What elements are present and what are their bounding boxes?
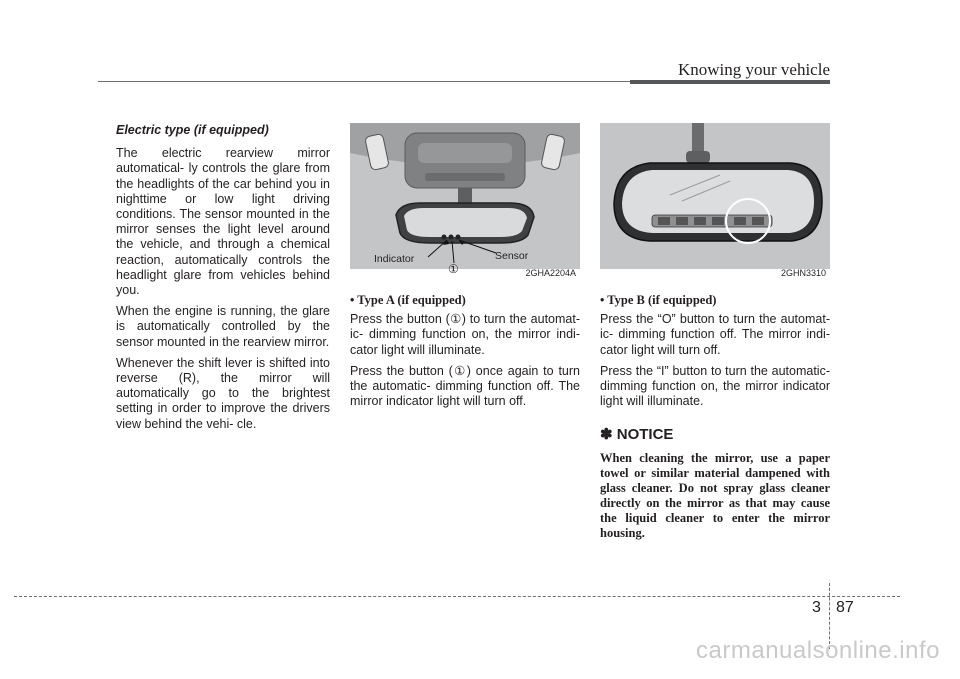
notice-title: ✽ NOTICE xyxy=(600,426,674,444)
figure-code: 2GHA2204A xyxy=(525,267,576,278)
chapter-number: 3 xyxy=(812,599,821,616)
column-type-b xyxy=(600,123,830,547)
column-electric-type xyxy=(116,123,330,438)
figure-type-a-mirror xyxy=(350,123,580,283)
type-a-heading: • Type A (if equipped) xyxy=(350,293,466,307)
paragraph: Press the “O” button to turn the automat- ic- dimming function off. The mirror indi- cator light will turn off. xyxy=(600,312,830,357)
header-accent-bar xyxy=(630,80,830,84)
column-type-a xyxy=(350,123,580,415)
notice-body: When cleaning the mirror, use a paper towel or similar material dampened with glass cleaner. Do not spray glass cleaner directly on the mirror as that may cause the liquid cleaner to enter the mirror housing. xyxy=(600,450,830,540)
figure-type-b-mirror xyxy=(600,123,830,283)
sensor-label: Sensor xyxy=(495,250,529,262)
section-header-title: Knowing your vehicle xyxy=(677,60,830,79)
paragraph: When the engine is running, the glare is automatically controlled by the sensor mounted in the rearview mirror. xyxy=(116,304,330,349)
footer-rule xyxy=(14,596,900,597)
type-b-heading: • Type B (if equipped) xyxy=(600,293,717,307)
callout-number-1: ① xyxy=(448,262,459,276)
paragraph: Press the button (①) to turn the automat- ic- dimming function on, the mirror indi- cator light will illuminate. xyxy=(350,312,580,357)
section-heading: Electric type (if equipped) xyxy=(116,123,269,137)
type-b-mirror-illustration xyxy=(600,123,830,283)
paragraph: Press the “I” button to turn the automatic- dimming function on, the mirror indicator light will illuminate. xyxy=(600,363,830,409)
page-number: 87 xyxy=(836,599,854,616)
indicator-label: Indicator xyxy=(374,253,415,265)
paragraph: Whenever the shift lever is shifted into reverse (R), the mirror will automatically go to the brightest setting in order to improve the drivers view behind the vehi- cle. xyxy=(116,355,330,431)
paragraph: Press the button (①) once again to turn the automatic- dimming function off. The mirror indicator light will turn off. xyxy=(350,363,580,409)
paragraph: The electric rearview mirror automatical- ly controls the glare from the headlights of the car behind you in nighttime or low light driving conditions. The sensor mounted in the mirror senses the light level around the vehicle, and through a chemical reaction, automatically controls the headlight glare from vehicles behind you. xyxy=(116,146,330,298)
figure-code: 2GHN3310 xyxy=(780,267,826,278)
watermark: carmanualsonline.info xyxy=(696,637,940,664)
